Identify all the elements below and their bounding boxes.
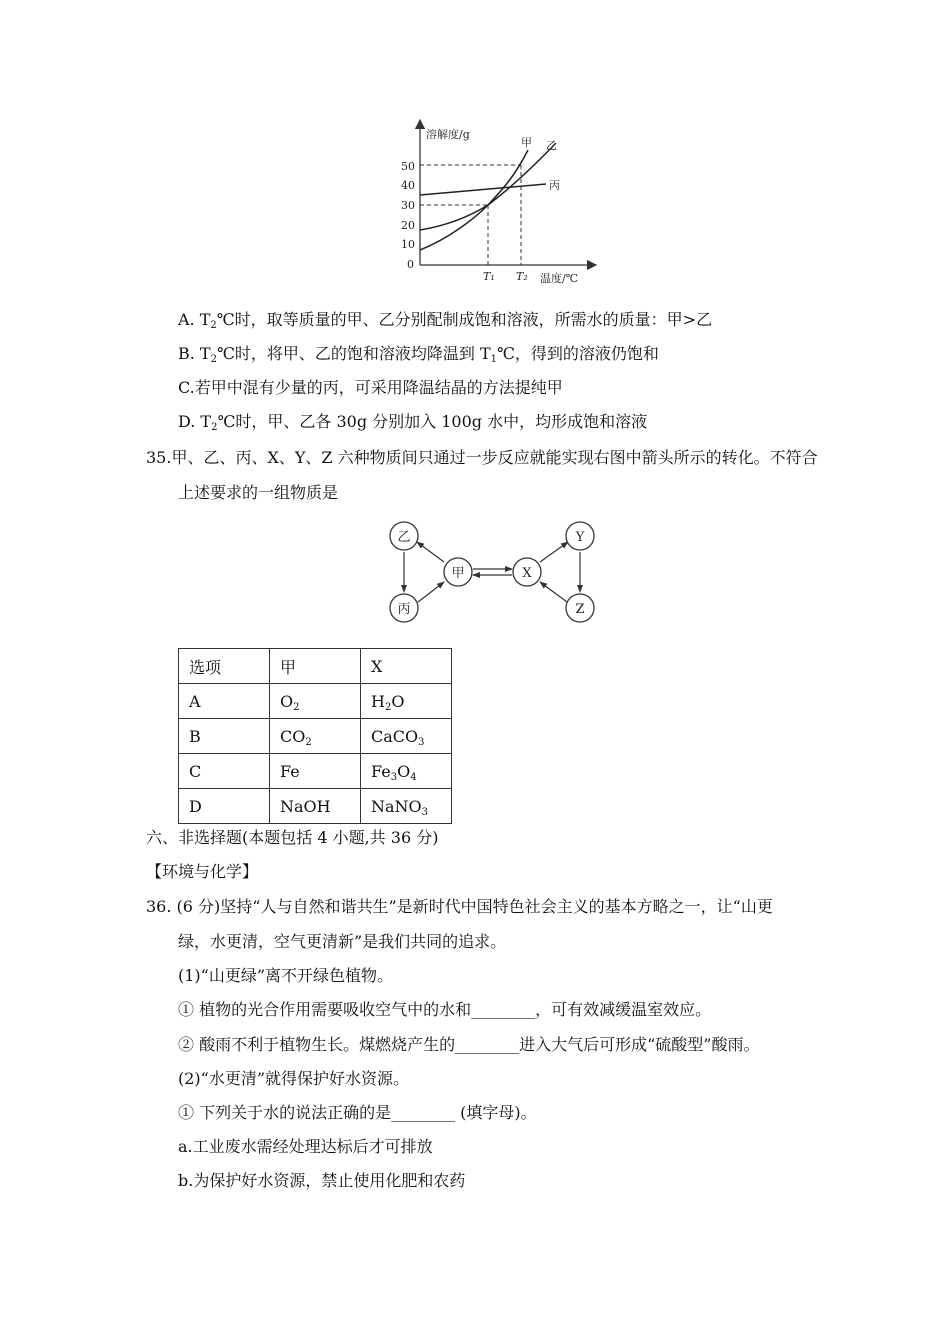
cell-x: CaCO$_3$ [361, 719, 452, 754]
q35-stem-line2: 上述要求的一组物质是 [178, 483, 339, 502]
node-z [566, 594, 594, 622]
ytick-30: 30 [401, 199, 415, 212]
xtick-t2: T₂ [516, 270, 528, 283]
solubility-chart [380, 118, 600, 288]
arrow-x-to-y [540, 542, 568, 562]
arrow-jia-to-yi [417, 542, 444, 562]
header-x: X [361, 649, 452, 684]
cell-jia: $CO_2$ [270, 719, 361, 754]
q36-part1: (1)“山更绿”离不开绿色植物。 [178, 966, 394, 985]
q34-option-b: B. $T_2℃$时，将甲、乙的饱和溶液均降温到 $T_1℃$，得到的溶液仍饱和 [178, 344, 659, 365]
node-bing [390, 594, 418, 622]
x-axis-label: 温度/℃ [540, 272, 579, 285]
node-y [566, 522, 594, 550]
y-axis-label: 溶解度/g [426, 128, 470, 141]
cell-option: D [179, 789, 270, 824]
conversion-diagram [374, 512, 614, 630]
curve-yi [420, 143, 556, 230]
q36-part1-item1: ① 植物的光合作用需要吸收空气中的水和________，可有效减缓温室效应。 [178, 1000, 712, 1019]
label-bing: 丙 [549, 179, 560, 192]
q36-stem-line2: 绿，水更清，空气更清新”是我们共同的追求。 [178, 932, 507, 951]
cell-option: C [179, 754, 270, 789]
svg-text:Y: Y [575, 530, 585, 545]
cell-jia: NaOH [270, 789, 361, 824]
xtick-t1: T₁ [483, 270, 495, 283]
svg-text:Z: Z [575, 602, 585, 617]
svg-text:乙: 乙 [397, 530, 411, 545]
ytick-0: 0 [407, 258, 414, 271]
cell-option: A [179, 684, 270, 719]
ytick-40: 40 [401, 179, 415, 192]
cell-x: NaNO$_3$ [361, 789, 452, 824]
q34-option-d: D. $T_2℃$时，甲、乙各 30g 分别加入 100g 水中，均形成饱和溶液 [178, 412, 648, 433]
q36-part2: (2)“水更清”就得保护好水资源。 [178, 1069, 410, 1088]
q36-choice-a: a.工业废水需经处理达标后才可排放 [178, 1137, 433, 1156]
cell-option: B [179, 719, 270, 754]
q34-option-c: C.若甲中混有少量的丙，可采用降温结晶的方法提纯甲 [178, 378, 563, 397]
ytick-20: 20 [401, 219, 415, 232]
header-jia: 甲 [270, 649, 361, 684]
table-row [179, 789, 452, 824]
section-title: 六、非选择题(本题包括 4 小题,共 36 分) [146, 828, 439, 847]
node-jia [444, 558, 472, 586]
cell-jia: Fe [270, 754, 361, 789]
q36-part1-item2: ② 酸雨不利于植物生长。煤燃烧产生的________进入大气后可形成“硫酸型”酸雨。 [178, 1035, 760, 1054]
cell-x: $Fe_3O_4$ [361, 754, 452, 789]
table-header-row [179, 649, 452, 684]
svg-text:X: X [522, 566, 532, 581]
svg-text:丙: 丙 [397, 602, 411, 617]
ytick-50: 50 [401, 160, 415, 173]
curve-bing [420, 184, 546, 195]
cell-jia: $O_2$ [270, 684, 361, 719]
arrow-bing-to-jia [418, 582, 444, 602]
q35-options-table [178, 648, 452, 824]
ytick-10: 10 [401, 238, 415, 251]
svg-text:甲: 甲 [451, 566, 465, 581]
label-jia: 甲 [521, 136, 532, 149]
arrow-z-to-x [540, 582, 567, 602]
q36-stem-line1: 36. (6 分)坚持“人与自然和谐共生”是新时代中国特色社会主义的基本方略之一，让“山更 [146, 897, 773, 916]
node-yi [390, 522, 418, 550]
label-yi: 乙 [546, 139, 557, 152]
q36-choice-b: b.为保护好水资源，禁止使用化肥和农药 [178, 1171, 466, 1190]
table-row [179, 719, 452, 754]
table-row [179, 684, 452, 719]
cell-x: $H_2O$ [361, 684, 452, 719]
q34-option-a: A. $T_2℃$时，取等质量的甲、乙分别配制成饱和溶液，所需水的质量：甲>乙 [178, 310, 713, 331]
section-topic: 【环境与化学】 [146, 862, 259, 881]
q35-stem-line1: 35.甲、乙、丙、X、Y、Z 六种物质间只通过一步反应就能实现右图中箭头所示的转化。不符合 [146, 448, 818, 467]
table-row [179, 754, 452, 789]
header-option: 选项 [179, 649, 270, 684]
node-x [513, 558, 541, 586]
q36-part2-item1: ① 下列关于水的说法正确的是________ (填字母)。 [178, 1103, 537, 1122]
